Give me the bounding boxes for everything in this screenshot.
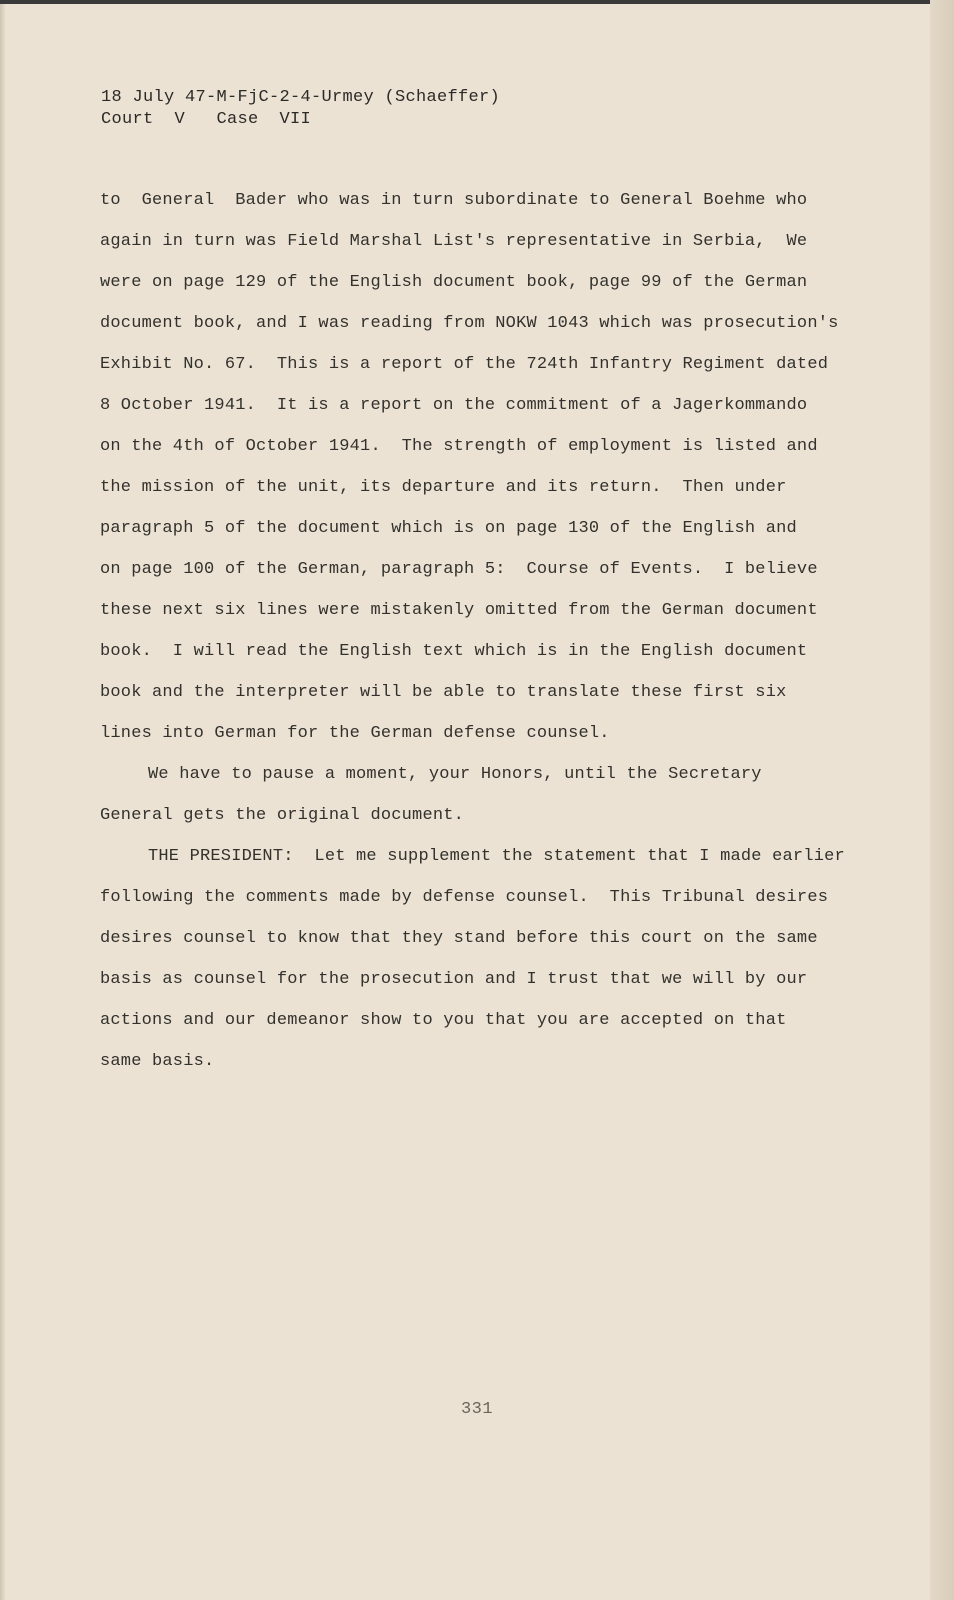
transcript-body: [100, 188, 860, 1090]
text-line: basis as counsel for the prosecution and I trust that we will by our: [100, 970, 808, 989]
page-top-edge: [0, 0, 954, 4]
text-line: again in turn was Field Marshal List's representative in Serbia, We: [100, 232, 808, 251]
header-line-1: 18 July 47-M-FjC-2-4-Urmey (Schaeffer): [101, 88, 501, 107]
text-line: to General Bader who was in turn subordinate to General Boehme who: [100, 191, 808, 210]
text-line: same basis.: [100, 1052, 215, 1071]
text-line: paragraph 5 of the document which is on page 130 of the English and: [100, 519, 797, 538]
document-header: [101, 87, 500, 131]
text-line: following the comments made by defense counsel. This Tribunal desires: [100, 888, 829, 907]
text-line: 8 October 1941. It is a report on the commitment of a Jagerkommando: [100, 396, 808, 415]
text-line: Exhibit No. 67. This is a report of the 724th Infantry Regiment dated: [100, 355, 829, 374]
text-line: book and the interpreter will be able to translate these first six: [100, 683, 787, 702]
text-line: on page 100 of the German, paragraph 5: Course of Events. I believe: [100, 560, 818, 579]
text-line: book. I will read the English text which is in the English document: [100, 642, 808, 661]
text-line: desires counsel to know that they stand before this court on the same: [100, 929, 818, 948]
text-line: on the 4th of October 1941. The strength of employment is listed and: [100, 437, 818, 456]
text-line: these next six lines were mistakenly omitted from the German document: [100, 601, 818, 620]
text-line: actions and our demeanor show to you that you are accepted on that: [100, 1011, 787, 1030]
text-line: document book, and I was reading from NOKW 1043 which was prosecution's: [100, 314, 839, 333]
text-line: lines into German for the German defense counsel.: [100, 724, 610, 743]
text-line: the mission of the unit, its departure and its return. Then under: [100, 478, 787, 497]
header-line-2: Court V Case VII: [101, 110, 312, 129]
paragraph-start-line: We have to pause a moment, your Honors, until the Secretary: [148, 765, 762, 784]
text-line: General gets the original document.: [100, 806, 465, 825]
paragraph-start-line: THE PRESIDENT: Let me supplement the statement that I made earlier: [148, 847, 845, 866]
text-line: were on page 129 of the English document book, page 99 of the German: [100, 273, 808, 292]
page-number: 331: [460, 1400, 494, 1419]
